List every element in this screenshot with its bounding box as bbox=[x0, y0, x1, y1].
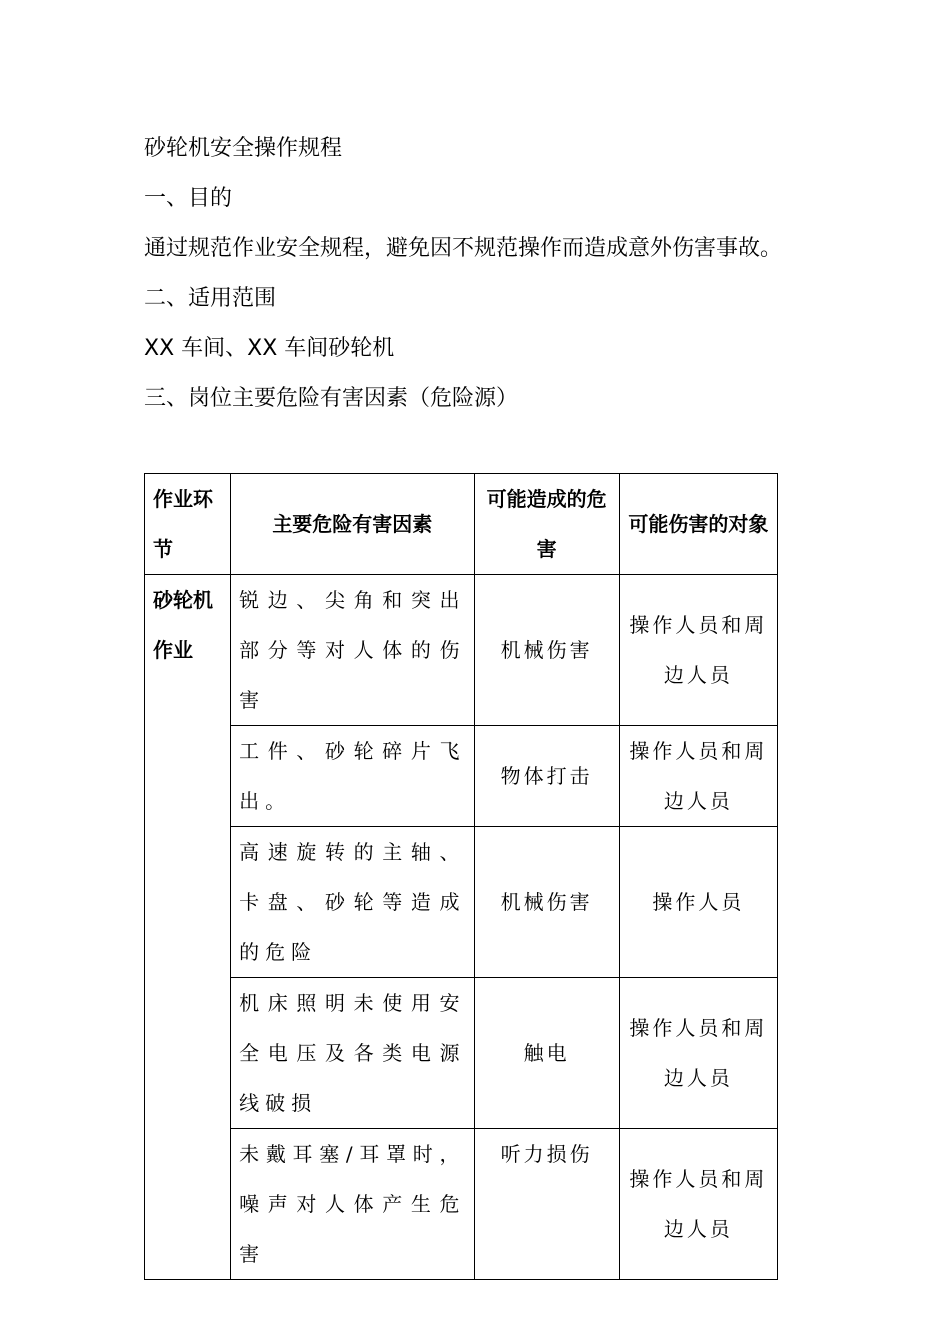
section-text-scope: XX 车间、XX 车间砂轮机 bbox=[144, 336, 395, 361]
header-stage: 作业环节 bbox=[145, 474, 231, 575]
harm-cell: 触电 bbox=[474, 978, 619, 1129]
section-heading-purpose: 一、目的 bbox=[144, 186, 233, 211]
target-cell: 操作人员和周边人员 bbox=[619, 575, 777, 726]
target-cell: 操作人员和周边人员 bbox=[619, 1129, 777, 1280]
section-text-purpose: 通过规范作业安全规程，避免因不规范操作而造成意外伤害事故。 bbox=[144, 236, 783, 261]
harm-cell: 机械伤害 bbox=[474, 827, 619, 978]
factor-cell: 高速旋转的主轴、卡盘、砂轮等造成的危险 bbox=[231, 827, 474, 978]
target-cell: 操作人员和周边人员 bbox=[619, 978, 777, 1129]
table-header-row bbox=[145, 474, 778, 575]
table-row bbox=[145, 1129, 778, 1280]
harm-cell: 听力损伤 bbox=[474, 1129, 619, 1280]
table-row bbox=[145, 827, 778, 978]
header-factor: 主要危险有害因素 bbox=[231, 474, 474, 575]
stage-cell: 砂轮机作业 bbox=[145, 575, 231, 1280]
target-cell: 操作人员 bbox=[619, 827, 777, 978]
table-row bbox=[145, 726, 778, 827]
hazard-table bbox=[144, 473, 778, 1280]
section-heading-hazards: 三、岗位主要危险有害因素（危险源） bbox=[144, 386, 519, 411]
header-target: 可能伤害的对象 bbox=[619, 474, 777, 575]
harm-cell: 物体打击 bbox=[474, 726, 619, 827]
harm-cell: 机械伤害 bbox=[474, 575, 619, 726]
target-cell: 操作人员和周边人员 bbox=[619, 726, 777, 827]
factor-cell: 工件、砂轮碎片飞出。 bbox=[231, 726, 474, 827]
factor-cell: 机床照明未使用安全电压及各类电源线破损 bbox=[231, 978, 474, 1129]
factor-cell: 锐边、尖角和突出部分等对人体的伤害 bbox=[231, 575, 474, 726]
factor-cell: 未戴耳塞/耳罩时，噪声对人体产生危害 bbox=[231, 1129, 474, 1280]
table-row bbox=[145, 978, 778, 1129]
document-title: 砂轮机安全操作规程 bbox=[144, 136, 343, 161]
section-heading-scope: 二、适用范围 bbox=[144, 286, 277, 311]
table-row bbox=[145, 575, 778, 726]
header-harm: 可能造成的危害 bbox=[474, 474, 619, 575]
